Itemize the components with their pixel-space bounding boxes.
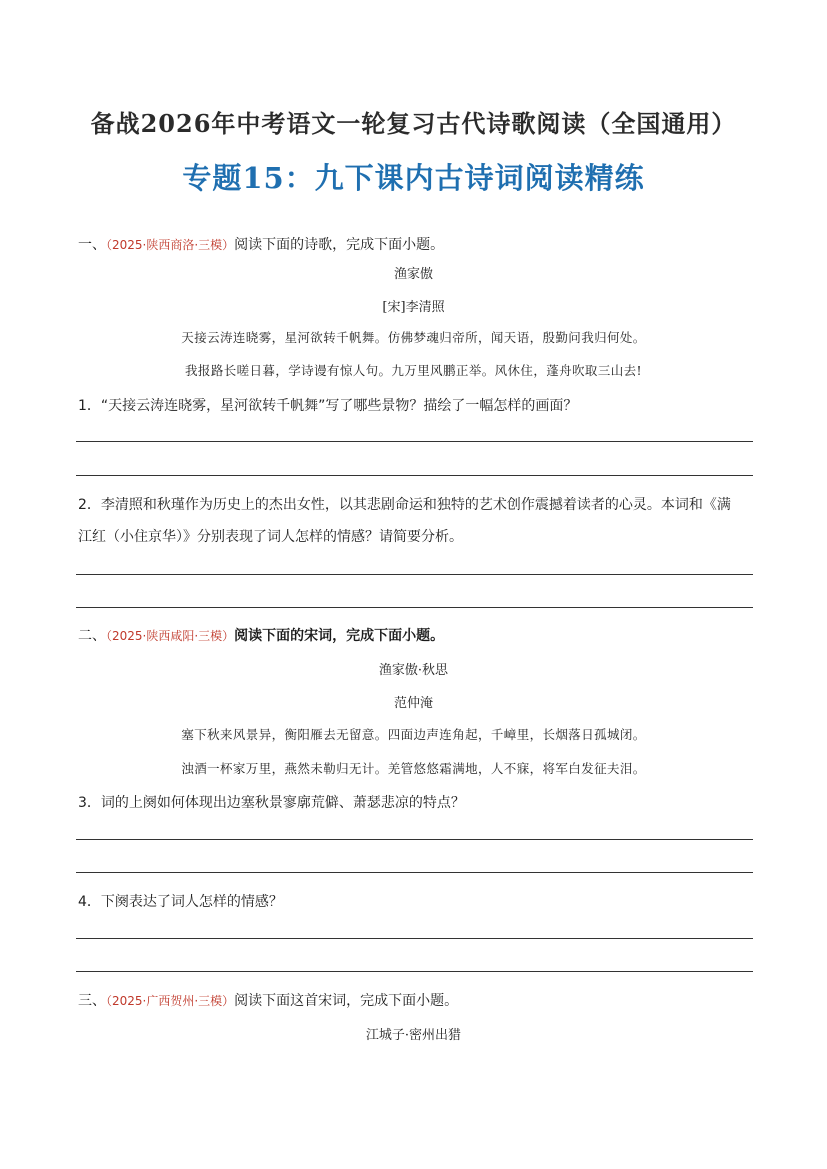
poem-title: 江城子·密州出猎 [365, 1028, 462, 1043]
poem-line: 我报路长嗟日暮，学诗谩有惊人句。九万里风鹏正举。风休住，蓬舟吹取三山去! [185, 363, 642, 378]
question-4: 4．下阕表达了词人怎样的情感？ [78, 894, 283, 910]
section-number: 二、 [78, 628, 106, 644]
section-number: 三、 [78, 993, 106, 1009]
section-1-heading [78, 234, 444, 254]
answer-line[interactable] [76, 607, 753, 608]
answer-line[interactable] [76, 938, 753, 939]
section-2-heading [78, 625, 444, 645]
poem-line: 天接云涛连晓雾，星河欲转千帆舞。仿佛梦魂归帝所，闻天语，殷勤问我归何处。 [181, 330, 646, 345]
section-instruction: 阅读下面的诗歌，完成下面小题。 [234, 237, 445, 253]
question-2: 2．李清照和秋瑾作为历史上的杰出女性，以其悲剧命运和独特的艺术创作震撼着读者的心灵。本词和《满 [78, 497, 731, 513]
answer-line[interactable] [76, 971, 753, 972]
document-subtitle: 专题15：九下课内古诗词阅读精练 [182, 161, 645, 195]
poem-line: 浊酒一杯家万里，燕然未勒归无计。羌管悠悠霜满地，人不寐，将军白发征夫泪。 [181, 761, 646, 776]
question-2-continued: 江红（小住京华）》分别表现了词人怎样的情感？请简要分析。 [78, 529, 463, 545]
answer-line[interactable] [76, 574, 753, 575]
poem-line: 塞下秋来风景异，衡阳雁去无留意。四面边声连角起，千嶂里，长烟落日孤城闭。 [181, 727, 646, 742]
answer-line[interactable] [76, 872, 753, 873]
section-number: 一、 [78, 237, 106, 253]
poem-author: [宋]李清照 [382, 300, 445, 315]
section-3-heading [78, 990, 458, 1010]
source-tag: （2025·陕西咸阳·三模） [106, 629, 235, 643]
answer-line[interactable] [76, 475, 753, 476]
section-instruction: 阅读下面的宋词，完成下面小题。 [234, 628, 445, 644]
source-tag: （2025·陕西商洛·三模） [106, 238, 235, 252]
question-3: 3．词的上阕如何体现出边塞秋景寥廓荒僻、萧瑟悲凉的特点？ [78, 795, 465, 811]
poem-title: 渔家傲 [393, 267, 433, 282]
document-title: 备战2026年中考语文一轮复习古代诗歌阅读（全国通用） [90, 109, 737, 138]
section-instruction: 阅读下面这首宋词，完成下面小题。 [234, 993, 459, 1009]
answer-line[interactable] [76, 441, 753, 442]
poem-author: 范仲淹 [393, 696, 433, 711]
question-1: 1．“天接云涛连晓雾，星河欲转千帆舞”写了哪些景物？描绘了一幅怎样的画面？ [78, 398, 578, 414]
answer-line[interactable] [76, 839, 753, 840]
poem-title: 渔家傲·秋思 [378, 663, 449, 678]
source-tag: （2025·广西贺州·三模） [106, 994, 235, 1008]
